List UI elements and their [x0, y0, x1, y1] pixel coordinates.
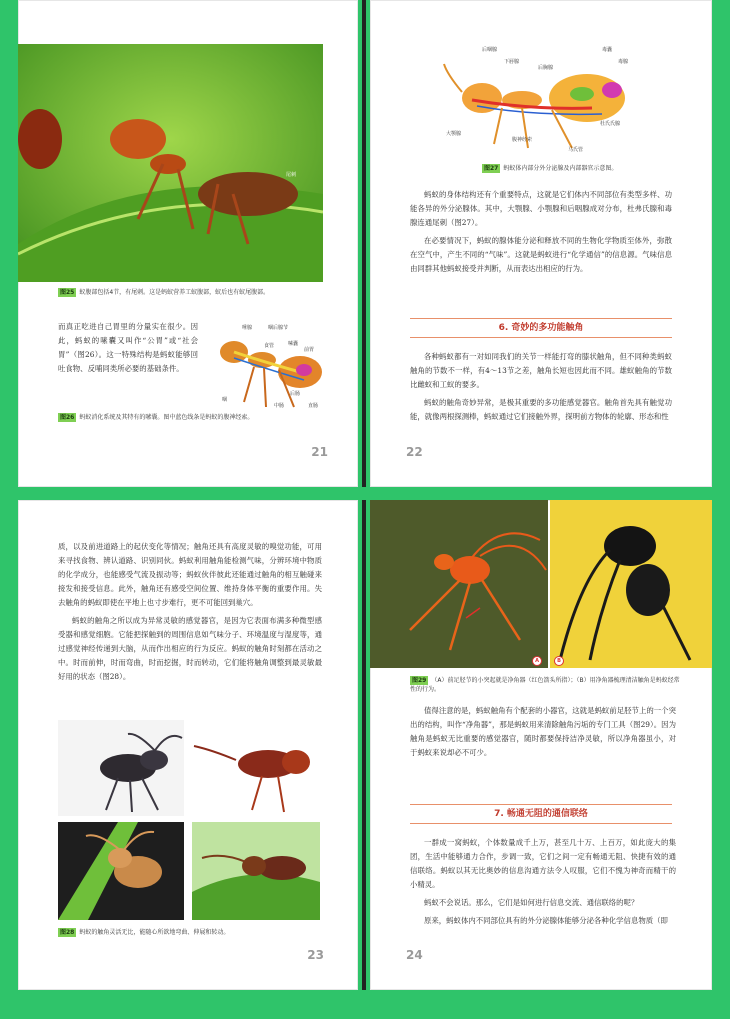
book-spine-top: [362, 0, 366, 487]
fig26-label-1: 咽: [222, 397, 228, 403]
fig26-label-2: 食管: [264, 343, 275, 349]
fig27-label-1: 下唇腺: [504, 59, 520, 65]
fig29-photo-b: [550, 500, 712, 668]
page-24: [370, 500, 712, 990]
page-number-24: 24: [406, 948, 423, 962]
fig25-sting-label: 尾刺: [286, 172, 297, 178]
fig25-caption: 图25 蚁腹部包括4节，有尾刺。这是蚂蚁营养工蚁腹部，蚁后也有蚁尾腹部。: [60, 289, 270, 296]
page22-para2: 在必要情况下，蚂蚁的腺体能分泌和释放不同的生物化学物质至体外，弥散在空气中，产生不同的“气味”。这就是蚂蚁进行“化学通信”的信息源。气味信息由同群其他蚂蚁接受并判断，从而表达出相应的行为。: [410, 236, 672, 273]
page-23: [18, 500, 358, 990]
badge-b: B: [554, 656, 564, 666]
fig28-tag: 图28: [60, 929, 75, 936]
fig29-tag: 图29: [412, 677, 427, 684]
page24-para3: 蚂蚁不会说话。那么，它们是如何进行信息交流、通信联络的呢？: [424, 898, 639, 907]
fig27-label-5: 大颚腺: [446, 131, 462, 137]
fig27-gland-diagram: [442, 44, 642, 156]
page24-para2: 一群成一窝蚂蚁，个体数量成千上万，甚至几十万、上百万，如此庞大的集团，生活中能够通力合作，步调一致，它们之间一定有畅通无阻、快捷有效的通信联络。蚂蚁以其无比奥妙的信息沟通方法令人叹服，它们不愧为神奇而精干的小精灵。: [410, 838, 676, 889]
fig28-photo-b: [192, 720, 320, 816]
page22-para3: 各种蚂蚁都有一对如同我们的关节一样能打弯的膝状触角，但不同种类蚂蚁触角的节数不一样，有4～13节之差，触角长短也因此而不同。雄蚁触角的节数比雌蚁和工蚁的要多。: [410, 352, 672, 389]
page22-text-top: [410, 188, 672, 280]
fig25-tag: 图25: [60, 289, 75, 296]
fig28-photo-d: [192, 822, 320, 920]
page23-para1: 质，以及前进道路上的起伏变化等情况；触角还具有高度灵敏的嗅觉功能，可用来寻找食物、辨认道路、识别同伙。蚂蚁利用触角能检测气味，分辨环境中物质的化学成分，也能感受气流及振动等；蚂蚁伙伴彼此还能通过触角的相互触碰来接发和接受信息。此外，触角还有感受空间位置、维持身体平衡的重要作用。失去触角的蚂蚁即使在平地上也寸步难行，更不可能回到巢穴。: [58, 542, 322, 607]
page22-para4: 蚂蚁的触角奇妙异常，是极其重要的多功能感觉器官。触角首先具有触觉功能，就像两根探测棒，蚂蚁通过它们接触外界，探明前方物体的轮廓、形态和性: [410, 398, 672, 421]
section6-heading: 6. 奇妙的多功能触角: [410, 318, 672, 338]
fig26-label-0: 唾腺: [242, 325, 253, 331]
fig28-photo-c: [58, 822, 184, 920]
fig26-label-4: 前胃: [304, 347, 315, 353]
page23-para2: 蚂蚁的触角之所以成为异常灵敏的感觉器官，是因为它表面布满多种微型感受器和感觉细胞。它能把探触到的周围信息如气味分子、环境温度与湿度等，通过感觉神经传递到大脑，从而作出相应的行为反应。蚂蚁的触角时刻都在活动之中。时而前伸，时而弯曲，时而挖掘，时而转动，它们能将触角调整到最灵敏最好用的状态（图28）。: [58, 616, 322, 681]
fig27-label-7: 杜氏氏腺: [600, 121, 621, 127]
page-number-22: 22: [406, 445, 423, 459]
fig27-label-3: 毒囊: [602, 47, 613, 53]
fig27-label-8: 马氏管: [568, 147, 584, 153]
page24-para4: 原来，蚂蚁体内不同部位具有的外分泌腺体能够分泌各种化学信息物质（即: [424, 916, 668, 925]
fig26-label-8: 咽后腺节: [268, 325, 289, 331]
page21-text: 而真正吃进自己胃里的分量实在很少。因此，蚂蚁的嗉囊又叫作“公胃”或“社会胃”（图26）。这一特殊结构是蚂蚁能够回吐食物、反哺同类所必要的基础条件。: [58, 322, 198, 373]
fig26-digestive-diagram: [204, 322, 324, 410]
fig26-label-5: 中肠: [274, 403, 285, 409]
fig28-photo-a: [58, 720, 184, 816]
section7-heading: 7. 畅通无阻的通信联络: [410, 804, 672, 824]
page-number-21: 21: [311, 445, 328, 459]
page24-text-bottom: [410, 836, 676, 932]
fig26-label-6: 后肠: [290, 391, 301, 397]
fig26-label-7: 直肠: [308, 403, 319, 409]
fig28-caption: 图28 蚂蚁的触角灵活无比，能随心所欲地弯曲、伸展和转动。: [60, 929, 230, 936]
page22-text-bottom: [410, 350, 672, 428]
fig29-caption: 图29 （A）前足胫节的小突起就是净角器（红色箭头所指）；（B）用净角器梳理清洁触角是蚂蚁经常性的行为。: [410, 677, 680, 693]
page22-para1: 蚂蚁的身体结构还有个重要特点，这就是它们体内不同部位有类型多样、功能各异的外分泌腺体。其中，大颚腺、小颚腺和后咽腺成对分布，杜弗氏腺和毒腺连通尾刺（图27）。: [410, 190, 672, 227]
fig27-label-6: 腹神经索: [512, 137, 533, 143]
fig27-label-0: 后咽腺: [482, 47, 498, 53]
fig26-label-3: 嗉囊: [288, 341, 299, 347]
page24-text-top: [410, 704, 676, 764]
fig25-ant-photo: [18, 44, 323, 282]
fig26-tag: 图26: [60, 414, 75, 421]
fig26-caption: 图26 蚂蚁消化系统及其特有的嗉囊。图中蓝色线条是蚂蚁的腹神经索。: [60, 414, 254, 421]
fig27-tag: 图27: [484, 165, 499, 172]
page24-para1: 值得注意的是，蚂蚁触角有个配套的小器官，这就是蚂蚁前足胫节上的一个突出的结构，叫作“净角器”，那是蚂蚁用来清除触角污垢的专门工具（图29）。因为触角是蚂蚁无比重要的感觉器官，随时都要保持洁净灵敏，所以净角器虽小，对于蚂蚁来说却必不可少。: [410, 706, 676, 757]
page-number-23: 23: [307, 948, 324, 962]
book-spine-bottom: [362, 500, 366, 990]
fig29-photo-a: [370, 500, 548, 668]
fig27-label-4: 毒腺: [618, 59, 629, 65]
badge-a: A: [532, 656, 542, 666]
page23-text: [58, 540, 322, 688]
page-21: [18, 0, 358, 487]
page-22: [370, 0, 712, 487]
fig27-label-2: 后胸腺: [538, 65, 554, 71]
fig27-caption: 图27 蚂蚁体内部分外分泌腺及内部器官示意图。: [484, 165, 618, 172]
